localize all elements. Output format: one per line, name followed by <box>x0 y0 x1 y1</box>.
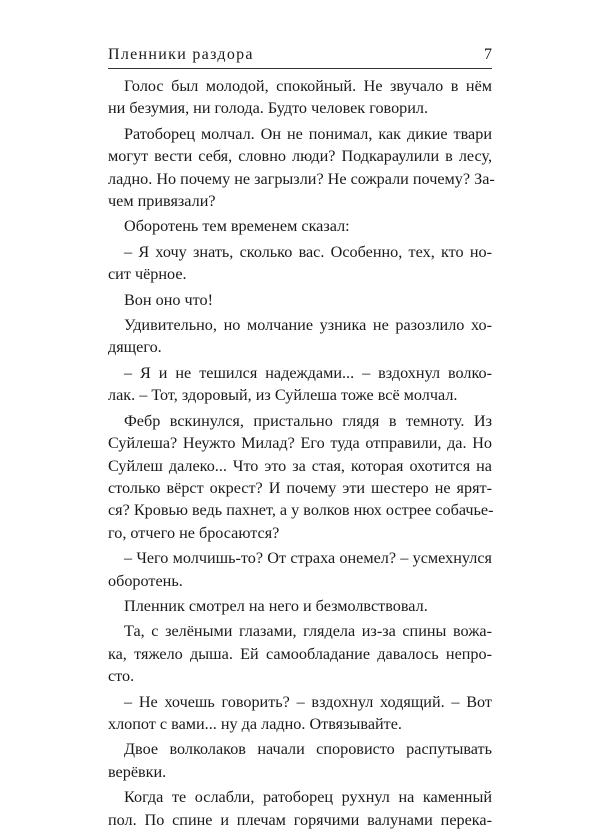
paragraph <box>108 691 492 736</box>
page-number: 7 <box>484 46 492 63</box>
text-line: – Не хочешь говорить? – вздохнул ходящий. – Вот <box>124 692 492 711</box>
text-line: Ратоборец молчал. Он не понимал, как дикие твари <box>124 124 492 143</box>
text-line: Оборотень тем временем сказал: <box>124 217 350 236</box>
body-text <box>108 75 495 831</box>
running-head <box>108 40 492 64</box>
paragraph <box>108 362 492 407</box>
text-line: – Я и не тешился надеждами... – вздохнул волко- <box>124 363 492 382</box>
text-line: пол. По спине и плечам горячими валунами перека- <box>108 810 492 829</box>
text-line: ся? Кровью ведь пахнет, а у волков нюх острее собачье- <box>108 501 494 520</box>
text-line: могут вести себя, словно люди? Подкараулили в лесу, <box>108 147 492 166</box>
text-line: оборотень. <box>108 571 183 590</box>
paragraph <box>108 75 492 120</box>
text-line: Двое волколаков начали споровисто распутывать <box>124 740 492 759</box>
paragraph <box>108 786 492 831</box>
paragraph <box>108 547 492 592</box>
text-line: Суйлеш далеко... Что это за стая, которая охотится на <box>108 456 492 475</box>
text-line: ни безумия, ни голода. Будто человек говорил. <box>108 99 429 118</box>
text-line: сто. <box>108 667 135 686</box>
paragraph <box>108 410 492 544</box>
text-line: го, отчего не бросаются? <box>108 523 280 542</box>
chapter-title: Пленники раздора <box>108 46 254 63</box>
text-line: ка, тяжело дыша. Ей самообладание давалось непро- <box>108 644 492 663</box>
text-line: Фебр вскинулся, пристально глядя в темноту. Из <box>124 411 492 430</box>
text-line: Вон оно что! <box>124 290 213 309</box>
text-line: Удивительно, но молчание узника не разозлило хо- <box>124 316 492 335</box>
paragraph <box>108 241 492 286</box>
paragraph <box>108 738 492 783</box>
text-line: хлопот с вами... ну да ладно. Отвязывайте. <box>108 714 402 733</box>
paragraph <box>108 289 492 311</box>
text-line: верёвки. <box>108 762 167 781</box>
text-line: сит чёрное. <box>108 265 187 284</box>
paragraph <box>108 620 492 687</box>
text-line: Когда те ослабли, ратоборец рухнул на каменный <box>124 788 492 807</box>
paragraph <box>108 595 492 617</box>
text-line: столько вёрст окрест? И почему эти шестеро не ярят- <box>108 478 492 497</box>
text-line: дящего. <box>108 338 162 357</box>
text-line: ладно. Но почему не загрызли? Не сожрали почему? За- <box>108 169 495 188</box>
paragraph <box>108 123 495 213</box>
paragraph <box>108 314 492 359</box>
text-line: чем привязали? <box>108 192 216 211</box>
text-line: Голос был молодой, спокойный. Не звучало в нём <box>124 77 492 95</box>
text-line: лак. – Тот, здоровый, из Суйлеша тоже всё молчал. <box>108 386 458 405</box>
text-line: Та, с зелёными глазами, глядела из-за спины вожа- <box>124 622 492 641</box>
text-line: Пленник смотрел на него и безмолвствовал. <box>124 596 428 615</box>
text-line: – Я хочу знать, сколько вас. Особенно, тех, кто но- <box>124 242 492 261</box>
text-line: Суйлеша? Неужто Милад? Его туда отправили, да. Но <box>108 434 492 453</box>
header-rule <box>108 68 492 69</box>
paragraph <box>108 215 492 237</box>
text-line: – Чего молчишь-то? От страха онемел? – усмехнулся <box>124 549 492 568</box>
